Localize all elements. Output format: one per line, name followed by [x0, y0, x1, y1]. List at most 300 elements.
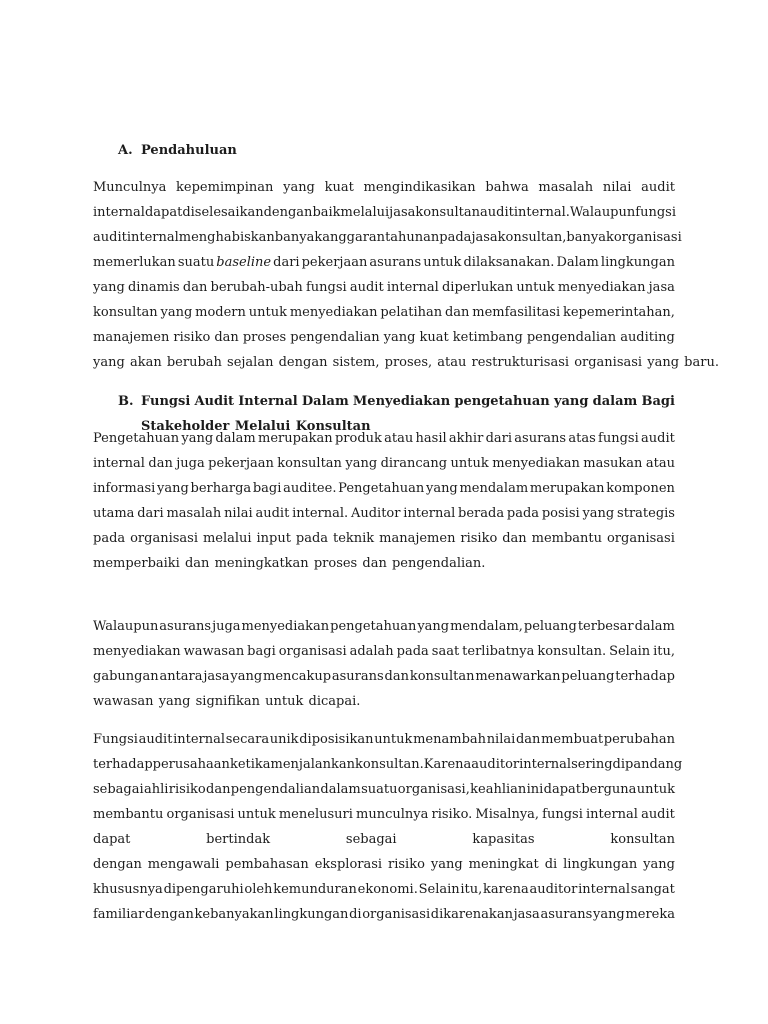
word: pekerjaan — [301, 255, 368, 270]
word: Stakeholder — [141, 419, 230, 434]
word: pekerjaan — [208, 456, 274, 471]
word: membantu — [531, 531, 603, 546]
word: Karena — [423, 757, 472, 772]
word: dalam — [320, 782, 361, 797]
word: Selain — [418, 882, 460, 897]
word: memerlukan — [93, 255, 176, 270]
word: yang — [425, 481, 458, 496]
word: familiar — [93, 907, 145, 922]
word: dan — [362, 556, 387, 571]
word: untuk — [237, 807, 276, 822]
text-line — [141, 389, 675, 414]
word: organisasi — [130, 531, 198, 546]
word: dan — [515, 732, 541, 747]
word: meningkat — [468, 857, 539, 872]
word: organisasi — [606, 531, 675, 546]
word: lingkungan — [563, 857, 638, 872]
word: dari — [273, 255, 300, 270]
word: lingkungan — [274, 907, 349, 922]
word: posisi — [541, 506, 580, 521]
word: organisasi — [278, 644, 347, 659]
word: asurans — [159, 619, 212, 634]
word: yang — [93, 355, 125, 370]
text-line — [93, 501, 675, 526]
word: menghabiskan — [178, 230, 275, 245]
word: sangat — [630, 882, 675, 897]
word: jasa — [513, 907, 540, 922]
word: internal — [126, 230, 179, 245]
word: dengan — [145, 907, 194, 922]
word: ketimbang — [452, 330, 523, 345]
word: tahunan — [385, 230, 440, 245]
word: eksplorasi — [314, 857, 383, 872]
word: internaldapat — [93, 205, 183, 220]
word: modern — [195, 305, 246, 320]
word: Internal — [238, 394, 298, 409]
word: juga — [212, 619, 241, 634]
word: jasa — [471, 230, 498, 245]
text-line — [93, 300, 675, 325]
word: antara — [159, 669, 203, 684]
word: atau — [384, 431, 414, 446]
word: Pengetahuan — [338, 481, 425, 496]
word: sebagai — [345, 832, 397, 847]
word: konsultan — [415, 205, 481, 220]
word: auditor — [471, 757, 520, 772]
text-line — [93, 852, 675, 877]
text-line — [93, 426, 675, 451]
word: yang — [383, 330, 416, 345]
word: fungsi — [542, 807, 583, 822]
word: berguna — [581, 782, 637, 797]
text-line — [93, 451, 675, 476]
word: proses — [242, 330, 287, 345]
word: dengan — [93, 857, 142, 872]
word: hasil — [415, 431, 447, 446]
word: Dalam — [556, 255, 599, 270]
word: ahli — [144, 782, 169, 797]
word: khususnya — [93, 882, 163, 897]
word: nilai — [224, 506, 253, 521]
section-b-paragraph-1 — [93, 426, 675, 576]
word: terhadap — [615, 669, 675, 684]
word: diperlukan — [441, 280, 514, 295]
word: konsultan. — [355, 757, 424, 772]
word: saat — [431, 644, 460, 659]
word: perubahan — [603, 732, 675, 747]
text-line — [93, 639, 675, 664]
word: dan — [148, 456, 173, 471]
word: dikarenakan — [430, 907, 513, 922]
word: dapat — [543, 782, 582, 797]
word: sistem, — [332, 355, 380, 370]
word: dan — [182, 280, 208, 295]
word: Konsultan — [295, 419, 371, 434]
word: menyediakan — [289, 305, 378, 320]
word: itu, — [460, 882, 483, 897]
word: wawasan — [183, 644, 245, 659]
word: auditing — [620, 330, 675, 345]
word: audit — [641, 807, 675, 822]
word: internal. — [292, 506, 349, 521]
word: pengetahuan — [454, 394, 550, 409]
text-line — [93, 275, 675, 300]
word: kebanyakan — [194, 907, 274, 922]
word: internal — [386, 280, 439, 295]
word: internal — [403, 506, 456, 521]
word: konsultan — [277, 456, 342, 471]
word: menyediakan — [93, 644, 181, 659]
word: banyak — [274, 230, 323, 245]
word: dicapai. — [308, 694, 361, 709]
word: internal — [519, 757, 572, 772]
word: ekonomi. — [357, 882, 418, 897]
word: internal — [578, 882, 631, 897]
word: risiko — [460, 531, 498, 546]
word: menawarkan — [475, 669, 561, 684]
word: Fungsi — [93, 732, 138, 747]
word: Menyediakan — [352, 394, 451, 409]
word: Walaupun — [569, 205, 636, 220]
word: risiko. — [431, 807, 473, 822]
word: fungsi — [635, 205, 676, 220]
text-line — [93, 200, 675, 225]
word: dalam — [634, 619, 675, 634]
text-line — [93, 902, 675, 927]
word: diposisikan — [299, 732, 374, 747]
word: wawasan — [93, 694, 154, 709]
word: dipengaruhi — [163, 882, 244, 897]
word: organisasi — [166, 807, 235, 822]
word: pengendalian. — [391, 556, 486, 571]
word: audit — [138, 732, 173, 747]
word: mengawali — [147, 857, 220, 872]
word: untuk — [450, 456, 489, 471]
word: organisasi — [613, 230, 682, 245]
word: pengetahuan — [330, 619, 417, 634]
word: internal. — [513, 205, 570, 220]
word: untuk — [374, 732, 413, 747]
word: yang — [582, 506, 615, 521]
word: berubah-ubah — [210, 280, 303, 295]
word: sebagai — [93, 782, 144, 797]
section-b-paragraph-2 — [93, 614, 675, 714]
word: organisasi — [574, 355, 643, 370]
word: auditor — [529, 882, 578, 897]
word: Melalui — [234, 419, 291, 434]
word: suatu — [177, 255, 215, 270]
word: konsultan, — [497, 230, 567, 245]
word: mendalam — [459, 481, 529, 496]
word: kemunduran — [273, 882, 357, 897]
word: pengendalian — [230, 782, 321, 797]
word: risiko — [168, 782, 206, 797]
word: dengan — [263, 205, 313, 220]
word: memfasilitasi — [472, 305, 561, 320]
word: Misalnya, — [475, 807, 540, 822]
section-a-letter: A. — [118, 143, 133, 158]
text-line — [93, 827, 675, 852]
word: manajemen — [379, 531, 456, 546]
text-line — [93, 325, 675, 350]
word: mencakup — [263, 669, 332, 684]
word: dirancang — [380, 456, 448, 471]
word: yang — [643, 857, 675, 872]
word: dan — [214, 330, 239, 345]
word: konsultan — [93, 305, 158, 320]
text-line — [93, 802, 675, 827]
section-a-paragraph — [93, 175, 719, 375]
word: yang — [647, 355, 680, 370]
word: pembahasan — [225, 857, 309, 872]
word: untuk — [423, 255, 462, 270]
word: merupakan — [529, 481, 605, 496]
word: yang — [417, 619, 450, 634]
word: informasi — [93, 481, 156, 496]
word: melalui — [202, 531, 252, 546]
word: menjalankan — [270, 757, 355, 772]
word: menelusuri — [278, 807, 353, 822]
word: diselesaikan — [182, 205, 264, 220]
word: Dalam — [301, 394, 349, 409]
word: dipandang — [612, 757, 683, 772]
word: organisasi — [362, 907, 431, 922]
word: teknik — [332, 531, 375, 546]
word: risiko — [388, 857, 425, 872]
text-line — [93, 752, 683, 777]
word: Fungsi — [141, 394, 191, 409]
word: proses — [313, 556, 358, 571]
word: pada — [506, 506, 540, 521]
word: yang — [160, 305, 193, 320]
word: auditee. — [283, 481, 337, 496]
word: asurans — [331, 669, 384, 684]
word: nilai — [602, 180, 632, 195]
word: yang — [283, 180, 315, 195]
word: mengindikasikan — [363, 180, 476, 195]
word: dan — [184, 556, 210, 571]
word: akhir — [448, 431, 484, 446]
word: nilai — [486, 732, 516, 747]
word: komponen — [606, 481, 675, 496]
word: dari — [485, 431, 513, 446]
word: akan — [129, 355, 162, 370]
word: dan — [502, 531, 527, 546]
word: yang — [157, 481, 189, 496]
word: dan — [206, 782, 231, 797]
word: bertindak — [206, 832, 271, 847]
word: terlibatnya — [462, 644, 535, 659]
word: organisasi, — [397, 782, 470, 797]
text-line — [93, 777, 675, 802]
text-line — [93, 614, 675, 639]
word: proses, — [384, 355, 433, 370]
word: dalam — [215, 431, 256, 446]
text-line — [93, 727, 675, 752]
word: itu, — [653, 644, 675, 659]
word: juga — [176, 456, 205, 471]
word: internal — [586, 807, 638, 822]
text-line — [93, 526, 675, 551]
word: atau — [437, 355, 467, 370]
word: pada — [439, 230, 472, 245]
word: terhadap — [93, 757, 153, 772]
word: meningkatkan — [214, 556, 309, 571]
word: gabungan — [93, 669, 159, 684]
word: keahlian — [470, 782, 527, 797]
word: dengan — [278, 355, 328, 370]
word: adalah — [349, 644, 394, 659]
word: untuk — [516, 280, 555, 295]
word: audit — [349, 280, 384, 295]
word: bagi — [247, 644, 276, 659]
word: yang — [158, 694, 191, 709]
word: sering — [571, 757, 613, 772]
word: munculnya — [356, 807, 429, 822]
word: masukan — [583, 456, 643, 471]
word: baru. — [684, 355, 719, 370]
word: membuat — [541, 732, 604, 747]
word: utama — [93, 506, 135, 521]
word: Bagi — [641, 394, 675, 409]
word: berharga — [190, 481, 252, 496]
word: kapasitas — [472, 832, 535, 847]
word: karena — [483, 882, 529, 897]
word: yang — [181, 431, 214, 446]
word: menyediakan — [492, 456, 580, 471]
word: secara — [225, 732, 270, 747]
word: fungsi — [305, 280, 347, 295]
word: mendalam, — [450, 619, 523, 634]
word: menyediakan — [557, 280, 646, 295]
word: anggaran — [322, 230, 386, 245]
section-b-paragraph-3 — [93, 727, 683, 927]
word: dan — [384, 669, 409, 684]
word: dari — [137, 506, 164, 521]
word: banyak — [566, 230, 614, 245]
word: masalah — [166, 506, 222, 521]
word: kuat — [324, 180, 354, 195]
word: untuk — [248, 305, 287, 320]
word: menyediakan — [241, 619, 330, 634]
text-line — [93, 476, 675, 501]
word: pada — [295, 531, 329, 546]
word: baik — [312, 205, 341, 220]
word: peluang — [523, 619, 577, 634]
word: yang — [230, 669, 263, 684]
word: asurans — [514, 431, 567, 446]
word: merupakan — [258, 431, 333, 446]
word: kepemerintahan, — [562, 305, 675, 320]
word: konsultan — [610, 832, 675, 847]
word: pada — [93, 531, 126, 546]
word: ini — [526, 782, 544, 797]
word: Selain — [609, 644, 651, 659]
word: internal — [93, 456, 145, 471]
section-a-title: Pendahuluan — [141, 143, 237, 158]
word: yang — [553, 394, 589, 409]
text-line — [93, 689, 675, 714]
word: audit — [641, 180, 675, 195]
word: konsultan. — [537, 644, 607, 659]
word: melalui — [340, 205, 390, 220]
word: pengendalian — [290, 330, 380, 345]
word: atas — [568, 431, 596, 446]
word: produk — [334, 431, 382, 446]
text-line — [93, 225, 682, 250]
word: fungsi — [598, 431, 639, 446]
word: konsultan — [409, 669, 475, 684]
word: di — [544, 857, 558, 872]
text-line — [93, 664, 675, 689]
word: audit — [480, 205, 514, 220]
word: ketika — [229, 757, 271, 772]
word: dilaksanakan. — [463, 255, 555, 270]
word: masalah — [538, 180, 594, 195]
section-b-letter: B. — [118, 394, 134, 409]
word: Walaupun — [93, 619, 159, 634]
word: unik — [269, 732, 299, 747]
word: menambah — [413, 732, 487, 747]
word: perusahaan — [152, 757, 230, 772]
text-line — [93, 175, 675, 200]
text-line — [93, 551, 675, 576]
word: bagi — [252, 481, 282, 496]
italic-term: baseline — [216, 255, 272, 270]
word: dinamis — [127, 280, 180, 295]
word: risiko — [173, 330, 211, 345]
word: asurans — [369, 255, 422, 270]
word: audit — [93, 230, 127, 245]
word: internal — [173, 732, 226, 747]
word: restrukturisasi — [471, 355, 570, 370]
word: oleh — [244, 882, 273, 897]
word: signifikan — [195, 694, 260, 709]
word: untuk — [265, 694, 304, 709]
word: yang — [93, 280, 125, 295]
word: input — [256, 531, 291, 546]
word: membantu — [93, 807, 164, 822]
word: peluang — [561, 669, 615, 684]
word: strategis — [617, 506, 675, 521]
word: mereka — [625, 907, 675, 922]
word: yang — [592, 907, 625, 922]
word: pada — [396, 644, 429, 659]
word: berada — [458, 506, 505, 521]
word: atau — [645, 456, 675, 471]
word: dapat — [93, 832, 131, 847]
word: suatu — [361, 782, 398, 797]
text-line — [93, 350, 719, 375]
word: manajemen — [93, 330, 170, 345]
word: bahwa — [485, 180, 529, 195]
text-line — [93, 250, 675, 275]
word: berubah — [166, 355, 222, 370]
word: dalam — [592, 394, 638, 409]
word: kepemimpinan — [176, 180, 274, 195]
word: sejalan — [227, 355, 274, 370]
word: memperbaiki — [93, 556, 180, 571]
word: jasa — [389, 205, 416, 220]
word: pelatihan — [380, 305, 443, 320]
word: pengendalian — [526, 330, 617, 345]
word: di — [349, 907, 362, 922]
word: audit — [255, 506, 290, 521]
word: yang — [430, 857, 463, 872]
word: Audit — [194, 394, 235, 409]
word: terbesar — [577, 619, 634, 634]
word: asurans — [540, 907, 593, 922]
